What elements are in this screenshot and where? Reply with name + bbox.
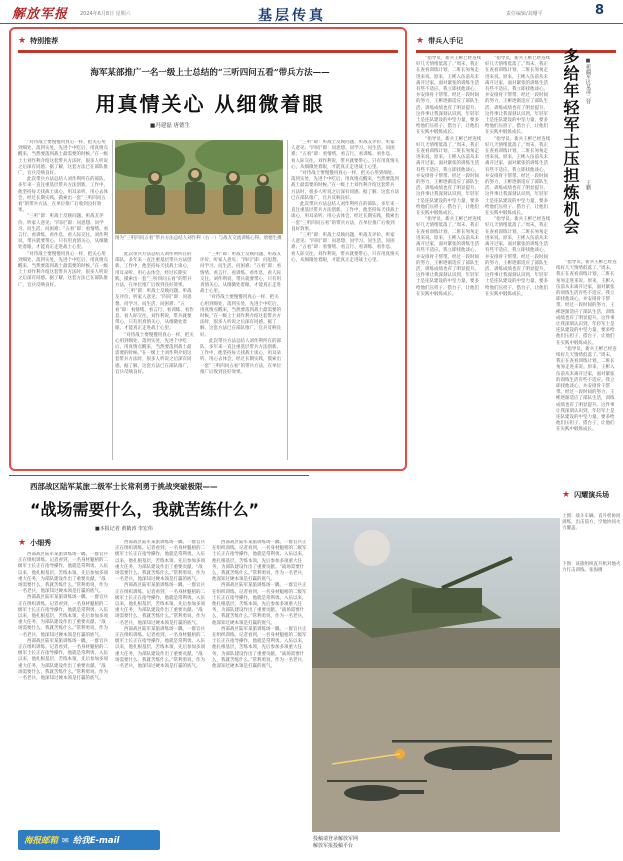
email-banner-label: 海报邮箱 bbox=[24, 836, 59, 846]
feature-subtitle: 海军某部推广一名一级上士总结的“三听四问五看”带兵方法—— bbox=[90, 68, 330, 78]
soldier-column-body-a: “指导员，新兵王彬已经连续好几天情绪低落了。”周末，我正在查看训练计划，二班长匆匆走进来说。原来，王彬入伍前从未离开过家，面对紧张的训练生活有些不适应。我立即找他谈心，并安排骨干帮带。经过一段时间的努力，王彬逐渐适应了部队生活，训练成绩也有了明显提升。这件事让我深刻认识到，年轻军士是连队建设的中坚力量，要多给他们压担子、搭台子，让他们在实践中锻炼成长。 “指导员，新兵王彬已经连续好几天情绪低落了。”周末，我正在查看训练计划，二班长匆匆走进来说。原来，王彬入伍前从未离开过家，面对紧张的训练生活有些不适应。我立即找他谈心，并安排骨干帮带。经过一段时间的努力，王彬逐渐适应了部队生活，训练成绩也有了明显提升。这件事让我深刻认识到，年轻军士是连队建设的中坚力量，要多给他们压担子、搭台子，让他们在实践中锻炼成长。 “指导员，新兵王彬已经连续好几天情绪低落了。”周末，我正在查看训练计划，二班长匆匆走进来说。原来，王彬入伍前从未离开过家，面对紧张的训练生活有些不适应。我立即找他谈心，并安排骨干帮带。经过一段时间的努力，王彬逐渐适应了部队生活，训练成绩也有了明显提升。这件事让我深刻认识到，年轻军士是连队建设的中坚力量，要多给他们压担子、搭台子，让他们在实践中锻炼成长。 bbox=[416, 56, 482, 297]
column-rule bbox=[112, 140, 113, 460]
soldier-section-rule bbox=[416, 50, 616, 53]
lower-section-tag-label: 小细秀 bbox=[30, 539, 52, 547]
lower-article-headline: “战场需要什么，我就苦练什么” bbox=[30, 500, 260, 519]
newspaper-logo: 解放军报 bbox=[12, 7, 69, 22]
soldier-column-section-tag bbox=[416, 36, 616, 46]
feature-body-mid-b: “三听”即：听战士反映问题、听战友评价、听家人意见；“四问”即：问思想、问学习、问生活、问困难；“五看”即：看情绪、看言行、看训练、看作息、看人际交往。刘作利说，带兵就要带心，只有用真情关心，从细微处着眼，才能真正走进战士心里。 “对待战士要慢慢用真心一样，把关心用到细处、落到实处，先进个中吃后，用真情点醒来，当然要落到战士最需要的时候。”在一级上士刘作利介绍这套带兵方法时，很多人听说之后深有同感。据了解，这套方法已在部队推广，官兵反响良好。 此次带兵方法总结人刘作利所在的部队，多年来一直注重基层带兵方法创新。工作中，他坚持每天找战士谈心，用耳朵听、用心去体会，经过长期实践，摸索出一套“三听四问五看”的带兵方法，在单位推广后收到良好效果。 bbox=[200, 252, 282, 375]
soldier-column-author: 王鹏 bbox=[585, 180, 591, 190]
feature-body-left: “对待战士要慢慢用真心一样，把关心用到细处、落到实处，先进个中吃后，用真情点醒来，当然要落到战士最需要的时候。”在一级上士刘作利介绍这套带兵方法时，很多人听说之后深有同感。据了解，这套方法已在部队推广，官兵反响良好。 此次带兵方法总结人刘作利所在的部队，多年来一直注重基层带兵方法创新。工作中，他坚持每天找战士谈心，用耳朵听、用心去体会，经过长期实践，摸索出一套“三听四问五看”的带兵方法，在单位推广后收到良好效果。 “三听”即：听战士反映问题、听战友评价、听家人意见；“四问”即：问思想、问学习、问生活、问困难；“五看”即：看情绪、看言行、看训练、看作息、看人际交往。刘作利说，带兵就要带心，只有用真情关心，从细微处着眼，才能真正走进战士心里。 “对待战士要慢慢用真心一样，把关心用到细处、落到实处，先进个中吃后，用真情点醒来，当然要落到战士最需要的时候。”在一级上士刘作利介绍这套带兵方法时，很多人听说之后深有同感。据了解，这套方法已在部队推广，官兵反响良好。 bbox=[18, 140, 109, 288]
soldiers-chat-photo bbox=[115, 140, 283, 234]
star-icon: ★ bbox=[416, 36, 425, 46]
lower-body-col-2: 西部战区陆军某旅训练场一隅，一群官兵正在组织训练。记者看到，一名身材魁梧的二级军士长正在指导操作，他就是常利勇。入伍以来，他扎根基层，苦练本领，先后参加多项重大任务，为部队建设作出了重要贡献。“战场需要什么，我就苦练什么。”常利勇说，作为一名老兵，他深知过硬本领是打赢的底气。 西部战区陆军某旅训练场一隅，一群官兵正在组织训练。记者看到，一名身材魁梧的二级军士长正在指导操作，他就是常利勇。入伍以来，他扎根基层，苦练本领，先后参加多项重大任务，为部队建设作出了重要贡献。“战场需要什么，我就苦练什么。”常利勇说，作为一名老兵，他深知过硬本领是打赢的底气。 西部战区陆军某旅训练场一隅，一群官兵正在组织训练。记者看到，一名身材魁梧的二级军士长正在指导操作，他就是常利勇。入伍以来，他扎根基层，苦练本领，先后参加多项重大任务，为部队建设作出了重要贡献。“战场需要什么，我就苦练什么。”常利勇说，作为一名老兵，他深知过硬本领是打赢的底气。 bbox=[115, 540, 206, 670]
date-line: 2024年6月8日 星期六 bbox=[80, 11, 131, 17]
right-caption-lower: 下图：该旅组织直升机对地火力打击训练。张海摄 bbox=[562, 562, 621, 573]
helicopter-training-photo bbox=[312, 518, 560, 832]
feature-byline: ■冯建磊 唐德生 bbox=[150, 123, 190, 129]
lower-section-tag bbox=[18, 538, 98, 548]
column-rule bbox=[287, 140, 288, 460]
star-icon: ★ bbox=[18, 538, 27, 548]
feature-body-mid-a: 此次带兵方法总结人刘作利所在的部队，多年来一直注重基层带兵方法创新。工作中，他坚持每天找战士谈心，用耳朵听、用心去体会，经过长期实践，摸索出一套“三听四问五看”的带兵方法，在单位推广后收到良好效果。 “三听”即：听战士反映问题、听战友评价、听家人意见；“四问”即：问思想、问学习、问生活、问困难；“五看”即：看情绪、看言行、看训练、看作息、看人际交往。刘作利说，带兵就要带心，只有用真情关心，从细微处着眼，才能真正走进战士心里。 “对待战士要慢慢用真心一样，把关心用到细处、落到实处，先进个中吃后，用真情点醒来，当然要落到战士最需要的时候。”在一级上士刘作利介绍这套带兵方法时，很多人听说之后深有同感。据了解，这套方法已在部队推广，官兵反响良好。 bbox=[115, 252, 194, 375]
lower-article-kicker: 西部战区陆军某旅二级军士长常利勇于挑战突破极限—— bbox=[30, 482, 218, 491]
page-title: 基层传真 bbox=[258, 8, 326, 24]
soldier-column-body-b: “指导员，新兵王彬已经连续好几天情绪低落了。”周末，我正在查看训练计划，二班长匆匆走进来说。原来，王彬入伍前从未离开过家，面对紧张的训练生活有些不适应。我立即找他谈心，并安排骨干帮带。经过一段时间的努力，王彬逐渐适应了部队生活，训练成绩也有了明显提升。这件事让我深刻认识到，年轻军士是连队建设的中坚力量，要多给他们压担子、搭台子，让他们在实践中锻炼成长。 “指导员，新兵王彬已经连续好几天情绪低落了。”周末，我正在查看训练计划，二班长匆匆走进来说。原来，王彬入伍前从未离开过家，面对紧张的训练生活有些不适应。我立即找他谈心，并安排骨干帮带。经过一段时间的努力，王彬逐渐适应了部队生活，训练成绩也有了明显提升。这件事让我深刻认识到，年轻军士是连队建设的中坚力量，要多给他们压担子、搭台子，让他们在实践中锻炼成长。 “指导员，新兵王彬已经连续好几天情绪低落了。”周末，我正在查看训练计划，二班长匆匆走进来说。原来，王彬入伍前从未离开过家，面对紧张的训练生活有些不适应。我立即找他谈心，并安排骨干帮带。经过一段时间的努力，王彬逐渐适应了部队生活，训练成绩也有了明显提升。这件事让我深刻认识到，年轻军士是连队建设的中坚力量，要多给他们压担子、搭台子，让他们在实践中锻炼成长。 bbox=[485, 56, 551, 297]
mail-icon: ✉ bbox=[62, 835, 69, 845]
soldier-column-headline: 多给年轻军士压担炼机会 bbox=[561, 48, 580, 235]
lower-article-rule bbox=[9, 475, 309, 476]
page-number: 8 bbox=[595, 3, 605, 18]
right-caption-column bbox=[562, 490, 623, 574]
lower-body-col-1: 西部战区陆军某旅训练场一隅，一群官兵正在组织训练。记者看到，一名身材魁梧的二级军士长正在指导操作，他就是常利勇。入伍以来，他扎根基层，苦练本领，先后参加多项重大任务，为部队建设作出了重要贡献。“战场需要什么，我就苦练什么。”常利勇说，作为一名老兵，他深知过硬本领是打赢的底气。 西部战区陆军某旅训练场一隅，一群官兵正在组织训练。记者看到，一名身材魁梧的二级军士长正在指导操作，他就是常利勇。入伍以来，他扎根基层，苦练本领，先后参加多项重大任务，为部队建设作出了重要贡献。“战场需要什么，我就苦练什么。”常利勇说，作为一名老兵，他深知过硬本领是打赢的底气。 西部战区陆军某旅训练场一隅，一群官兵正在组织训练。记者看到，一名身材魁梧的二级军士长正在指导操作，他就是常利勇。入伍以来，他扎根基层，苦练本领，先后参加多项重大任务，为部队建设作出了重要贡献。“战场需要什么，我就苦练什么。”常利勇说，作为一名老兵，他深知过硬本领是打赢的底气。 bbox=[18, 552, 109, 682]
soldier-column-unit: ■新疆军区某部二营 bbox=[585, 58, 591, 104]
submission-note bbox=[313, 836, 358, 850]
right-caption-upper: 上图：战斗车辆、直升机协同训练，出击前方，空地协同火力覆盖。 bbox=[562, 514, 621, 531]
editor-line: 责任编辑/刘珊平 bbox=[506, 11, 543, 17]
feature-photo-caption: 图为“三听四问五看”带兵方法总结人刘作利（右一）与战友交流训练心得。唐德生摄 bbox=[115, 236, 282, 241]
email-banner-text: 给我E-mail bbox=[72, 836, 120, 846]
lower-article-byline: ■本报记者 黄鹤涛 李宏伟 bbox=[95, 526, 153, 532]
soldier-column-body-c: “指导员，新兵王彬已经连续好几天情绪低落了。”周末，我正在查看训练计划，二班长匆匆走进来说。原来，王彬入伍前从未离开过家，面对紧张的训练生活有些不适应。我立即找他谈心，并安排骨干帮带。经过一段时间的努力，王彬逐渐适应了部队生活，训练成绩也有了明显提升。这件事让我深刻认识到，年轻军士是连队建设的中坚力量，要多给他们压担子、搭台子，让他们在实践中锻炼成长。 “指导员，新兵王彬已经连续好几天情绪低落了。”周末，我正在查看训练计划，二班长匆匆走进来说。原来，王彬入伍前从未离开过家，面对紧张的训练生活有些不适应。我立即找他谈心，并安排骨干帮带。经过一段时间的努力，王彬逐渐适应了部队生活，训练成绩也有了明显提升。这件事让我深刻认识到，年轻军士是连队建设的中坚力量，要多给他们压担子、搭台子，让他们在实践中锻炼成长。 bbox=[556, 260, 617, 433]
star-icon: ★ bbox=[18, 36, 27, 46]
feature-section-tag-label: 特别推荐 bbox=[30, 37, 59, 45]
right-column-head: 闪耀演兵场 bbox=[574, 491, 610, 499]
feature-headline: 用真情关心 从细微着眼 bbox=[95, 92, 325, 116]
feature-section-tag bbox=[18, 36, 98, 46]
feature-body-right: “三听”即：听战士反映问题、听战友评价、听家人意见；“四问”即：问思想、问学习、问生活、问困难；“五看”即：看情绪、看言行、看训练、看作息、看人际交往。刘作利说，带兵就要带心，只有用真情关心，从细微处着眼，才能真正走进战士心里。 “对待战士要慢慢用真心一样，把关心用到细处、落到实处，先进个中吃后，用真情点醒来，当然要落到战士最需要的时候。”在一级上士刘作利介绍这套带兵方法时，很多人听说之后深有同感。据了解，这套方法已在部队推广，官兵反响良好。 此次带兵方法总结人刘作利所在的部队，多年来一直注重基层带兵方法创新。工作中，他坚持每天找战士谈心，用耳朵听、用心去体会，经过长期实践，摸索出一套“三听四问五看”的带兵方法，在单位推广后收到良好效果。 “三听”即：听战士反映问题、听战友评价、听家人意见；“四问”即：问思想、问学习、问生活、问困难；“五看”即：看情绪、看言行、看训练、看作息、看人际交往。刘作利说，带兵就要带心，只有用真情关心，从细微处着眼，才能真正走进战士心里。 bbox=[291, 140, 399, 263]
soldiers-chat-illustration bbox=[115, 140, 283, 234]
submission-note-line-2: 解放军报投稿平台 bbox=[313, 843, 354, 849]
star-icon: ★ bbox=[562, 490, 571, 500]
submission-note-line-1: 投稿请登录解放军网 bbox=[313, 836, 359, 842]
email-banner[interactable] bbox=[18, 830, 160, 850]
soldier-section-tag-label: 带兵人手记 bbox=[428, 37, 464, 45]
lower-body-col-3: 西部战区陆军某旅训练场一隅，一群官兵正在组织训练。记者看到，一名身材魁梧的二级军士长正在指导操作，他就是常利勇。入伍以来，他扎根基层，苦练本领，先后参加多项重大任务，为部队建设作出了重要贡献。“战场需要什么，我就苦练什么。”常利勇说，作为一名老兵，他深知过硬本领是打赢的底气。 西部战区陆军某旅训练场一隅，一群官兵正在组织训练。记者看到，一名身材魁梧的二级军士长正在指导操作，他就是常利勇。入伍以来，他扎根基层，苦练本领，先后参加多项重大任务，为部队建设作出了重要贡献。“战场需要什么，我就苦练什么。”常利勇说，作为一名老兵，他深知过硬本领是打赢的底气。 西部战区陆军某旅训练场一隅，一群官兵正在组织训练。记者看到，一名身材魁梧的二级军士长正在指导操作，他就是常利勇。入伍以来，他扎根基层，苦练本领，先后参加多项重大任务，为部队建设作出了重要贡献。“战场需要什么，我就苦练什么。”常利勇说，作为一名老兵，他深知过硬本领是打赢的底气。 bbox=[212, 540, 307, 670]
feature-section-rule bbox=[18, 50, 398, 53]
helicopter-training-illustration bbox=[312, 518, 560, 832]
masthead bbox=[0, 0, 623, 24]
